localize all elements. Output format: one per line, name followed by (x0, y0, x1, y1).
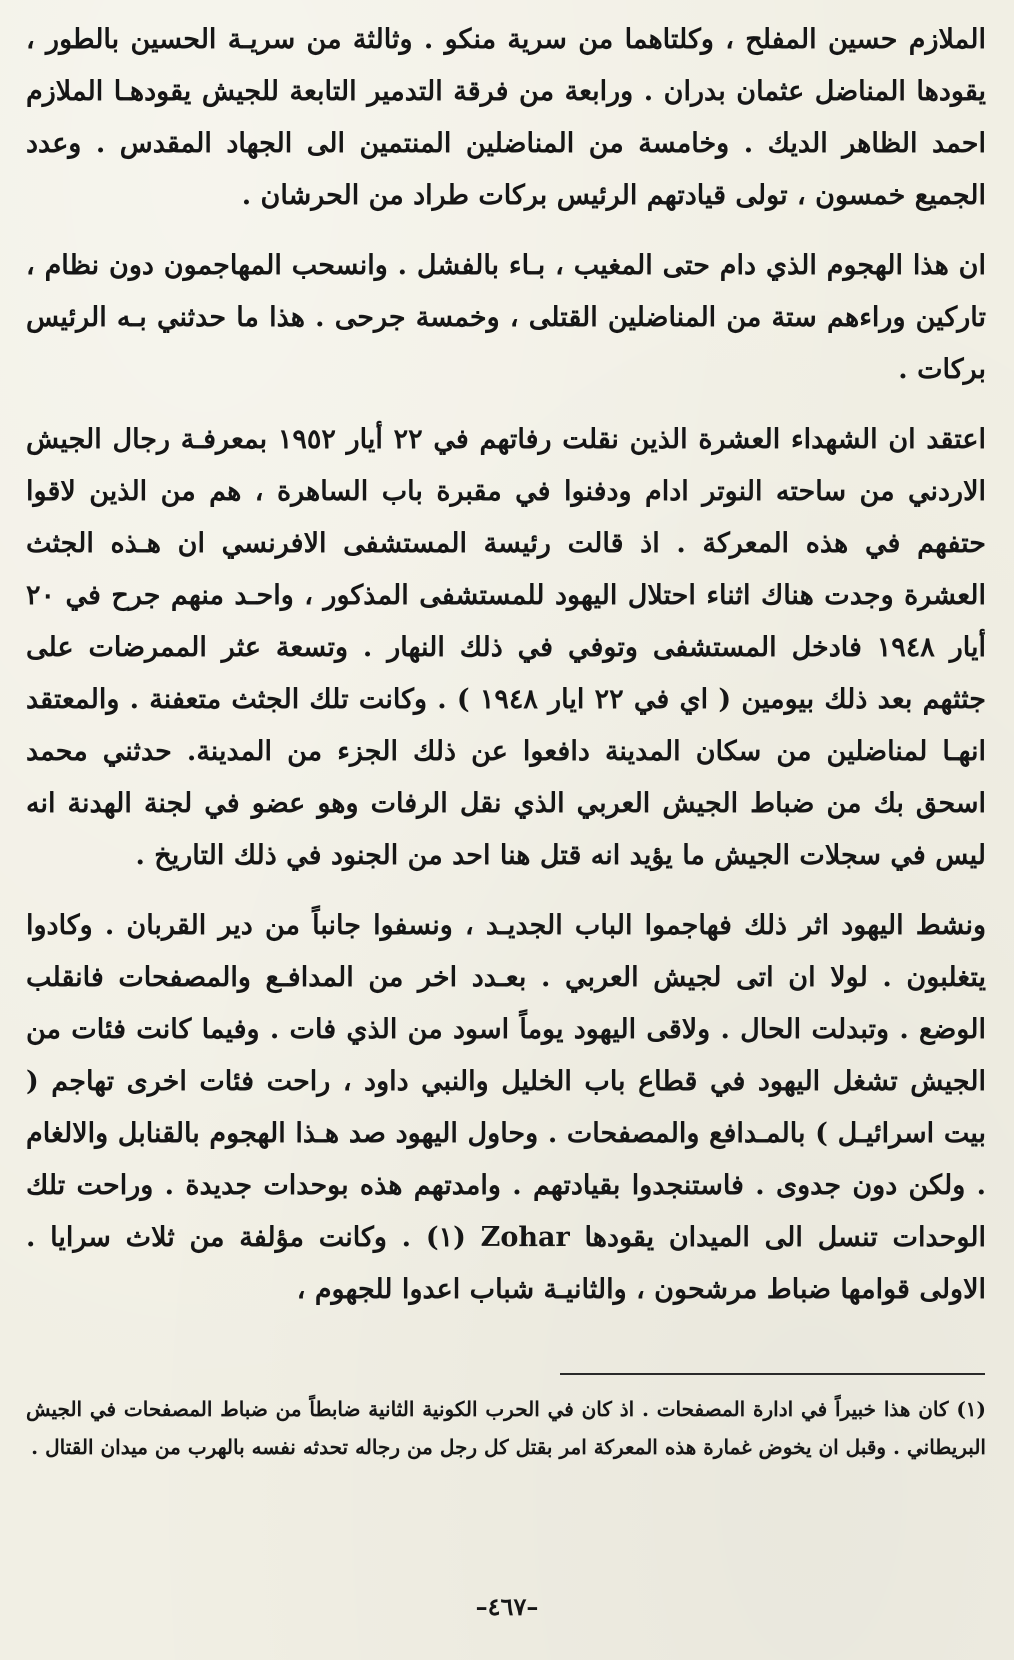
paragraph-1: الملازم حسين المفلح ، وكلتاهما من سرية منكو . وثالثة من سريـة الحسين بالطور ، يقودها المناضل عثمان بدران . ورابعة من فرقة التدمير التابعة للجيش يقودهـا الملازم احمد الظاهر الديك . وخامسة من المناضلين المنتمين الى الجهاد المقدس . وعدد الجميع خمسون ، تولى قيادتهم الرئيس بركات طراد من الحرشان . (26, 24, 986, 211)
footnote: (١) كان هذا خبيراً في ادارة المصفحات . اذ كان في الحرب الكونية الثانية ضابطاً من ضباط المصفحات في الجيش البريطاني . وقبل ان يخوض غمارة هذه المعركة امر بقتل كل رجل من رجاله تحدثه نفسه بالهرب من ميدان القتال . (26, 1397, 986, 1459)
paragraph-2: ان هذا الهجوم الذي دام حتى المغيب ، بـاء بالفشل . وانسحب المهاجمون دون نظام ، تاركين وراءهم ستة من المناضلين القتلى ، وخمسة جرحى . هذا ما حدثني بـه الرئيس بركات . (26, 250, 986, 385)
body-text (26, 14, 986, 1334)
paragraph-3: اعتقد ان الشهداء العشرة الذين نقلت رفاتهم في ٢٢ أيار ١٩٥٢ بمعرفـة رجال الجيش الاردني من ساحته النوتر ادام ودفنوا في مقبرة باب الساهرة ، هم من الذين لاقوا حتفهم في هذه المعركة . اذ قالت رئيسة المستشفى الافرنسي ان هـذه الجثث العشرة وجدت هناك اثناء احتلال اليهود للمستشفى المذكور ، واحـد منهم جرح في ٢٠ أيار ١٩٤٨ فادخل المستشفى وتوفي في ذلك النهار . وتسعة عثر الممرضات على جثثهم بعد ذلك بيومين ( اي في ٢٢ ايار ١٩٤٨ ) . وكانت تلك الجثث متعفنة . والمعتقد انهـا لمناضلين من سكان المدينة دافعوا عن ذلك الجزء من المدينة. حدثني محمد اسحق بك من ضباط الجيش العربي الذي نقل الرفات وهو عضو في لجنة الهدنة انه ليس في سجلات الجيش ما يؤيد انه قتل هنا احد من الجنود في ذلك التاريخ . (26, 424, 986, 871)
page-number: –٤٦٧– (475, 1592, 539, 1621)
footnote-separator (560, 1373, 985, 1375)
paragraph-4: ونشط اليهود اثر ذلك فهاجموا الباب الجديـد ، ونسفوا جانباً من دير القربان . وكادوا يتغلبون . لولا ان اتى لجيش العربي . بعـدد اخر من المدافـع والمصفحات فانقلب الوضع . وتبدلت الحال . ولاقى اليهود يوماً اسود من الذي فات . وفيما كانت فئات من الجيش تشغل اليهود في قطاع باب الخليل والنبي داود ، راحت فئات اخرى تهاجم ( بيت اسرائيـل ) بالمـدافع والمصفحات . وحاول اليهود صد هـذا الهجوم بالقنابل والالغام . ولكن دون جدوى . فاستنجدوا بقيادتهم . وامدتهم هذه بوحدات جديدة . وراحت تلك الوحدات تنسل الى الميدان يقودها Zohar (١) . وكانت مؤلفة من ثلاث سرايا . الاولى قوامها ضباط مرشحون ، والثانيـة شباب اعدوا للجهوم ، (26, 910, 986, 1305)
